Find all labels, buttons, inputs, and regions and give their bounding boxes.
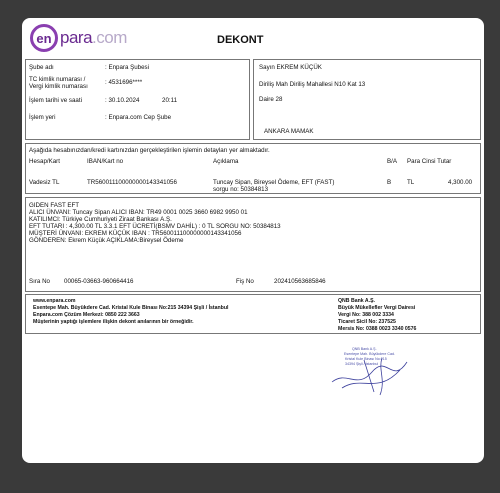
- recipient-greeting: Sayın EKREM KÜÇÜK: [259, 64, 322, 71]
- document-title: DEKONT: [217, 34, 264, 46]
- recipient-city: ANKARA MAMAK: [264, 128, 314, 135]
- logo-text: [60, 28, 127, 48]
- recipient-box: [253, 59, 481, 140]
- footer-right-line: QNB Bank A.Ş.: [338, 298, 375, 304]
- footer-right-line: Ticaret Sicil No: 237525: [338, 319, 396, 325]
- date-value: : 30.10.2024: [105, 97, 140, 104]
- header-currency-amount: Para Cinsi Tutar: [407, 158, 452, 165]
- details-box: [25, 197, 481, 292]
- header-iban: IBAN/Kart no: [87, 158, 124, 165]
- branch-value: : Enpara Şubesi: [105, 64, 150, 71]
- document-card: [22, 18, 484, 463]
- tc-label-1: TC kimlik numarası /: [29, 76, 86, 83]
- tc-value: : 4531696****: [105, 79, 143, 86]
- time-value: 20:11: [162, 97, 178, 104]
- stamp-line: 34394 Şişli / İstanbul: [345, 362, 379, 366]
- footer-right-line: Mersis No: 0388 0023 3340 0576: [338, 326, 417, 332]
- place-value: : Enpara.com Cep Şube: [105, 114, 172, 121]
- detail-line: GIDEN FAST EFT: [29, 202, 80, 209]
- header-description: Açıklama: [213, 158, 239, 165]
- footer-left-line: Esentepe Mah. Büyükdere Cad. Kristal Kule Binası No:215 34394 Şişli / İstanbul: [33, 305, 229, 311]
- detail-line: MÜŞTERİ ÜNVANI: EKREM KÜÇÜK IBAN : TR560011100000000143341056: [29, 230, 242, 237]
- stamp-svg: [312, 340, 422, 400]
- stamp-line: Esentepe Mah. Büyükdere Cad.: [344, 352, 395, 356]
- enpara-logo: [30, 24, 127, 52]
- fis-label: Fiş No: [236, 278, 254, 285]
- fis-value: 202410563685846: [274, 278, 326, 285]
- sira-value: 00065-03663-960664416: [64, 278, 134, 285]
- branch-label: Şube adı: [29, 64, 54, 71]
- detail-line: KATILIMCI: Türkiye Cumhuriyeti Ziraat Bankası A.Ş.: [29, 216, 172, 223]
- place-label: İşlem yeri: [29, 114, 56, 121]
- receipt-document: [22, 18, 484, 463]
- row-amount: 4,300.00: [448, 179, 473, 186]
- footer-right-line: Büyük Mükellefler Vergi Dairesi: [338, 305, 416, 311]
- row-account: Vadesiz TL: [29, 179, 60, 186]
- detail-line: ALICI ÜNVANI: Tuncay Sipan ALICI IBAN: TR49 0001 0025 3660 6982 9950 01: [29, 209, 248, 216]
- row-description-1: Tuncay Sipan, Bireysel Ödeme, EFT (FAST): [213, 179, 335, 186]
- logo-circle: en: [30, 24, 58, 52]
- header-account: Hesap/Kart: [29, 158, 60, 165]
- row-iban: TR560011100000000143341056: [87, 179, 177, 186]
- row-description-2: sorgu no: 50384813: [213, 186, 269, 193]
- tc-label-2: Vergi kimlik numarası: [29, 83, 88, 90]
- stamp-line: QNB Bank A.Ş.: [352, 347, 377, 351]
- row-currency: TL: [407, 179, 415, 186]
- recipient-address-2: Daire 28: [259, 96, 283, 103]
- transactions-intro: Aşağıda hesabınızdan/kredi kartınızdan gerçekleştirilen işlemin detayları yer almaktadır.: [29, 147, 270, 154]
- detail-line: EFT TUTARI : 4,300.00 TL 3.3.1 EFT ÜCRETİ(BSMV DAHİL) : 0 TL SORGU NO: 50384813: [29, 223, 281, 230]
- footer-right-line: Vergi No: 388 002 3334: [338, 312, 394, 318]
- logo-para: para: [60, 28, 93, 47]
- date-label: İşlem tarihi ve saati: [29, 97, 82, 104]
- footer-left-line: Müşterinin yaptığı işlemlere ilişkin dekont anılarının bir örneğidir.: [33, 319, 194, 325]
- bank-footer-box: [25, 294, 481, 334]
- bank-stamp-signature: [312, 340, 422, 405]
- footer-left-line: Enpara.com Çözüm Merkezi: 0850 222 3663: [33, 312, 140, 318]
- logo-com: .com: [92, 28, 127, 47]
- stamp-line: Kristal Kule Binası No:215: [345, 357, 387, 361]
- header-ba: B/A: [387, 158, 397, 165]
- recipient-address-1: Diriliş Mah Diriliş Mahallesi N10 Kat 13: [259, 81, 366, 88]
- branch-info-box: [25, 59, 250, 140]
- row-ba: B: [387, 179, 392, 186]
- footer-left-line: www.enpara.com: [33, 298, 76, 304]
- detail-line: GÖNDEREN: Ekrem Küçük AÇIKLAMA:Bireysel Ödeme: [29, 237, 184, 244]
- sira-label: Sıra No: [29, 278, 50, 285]
- transactions-box: [25, 143, 481, 194]
